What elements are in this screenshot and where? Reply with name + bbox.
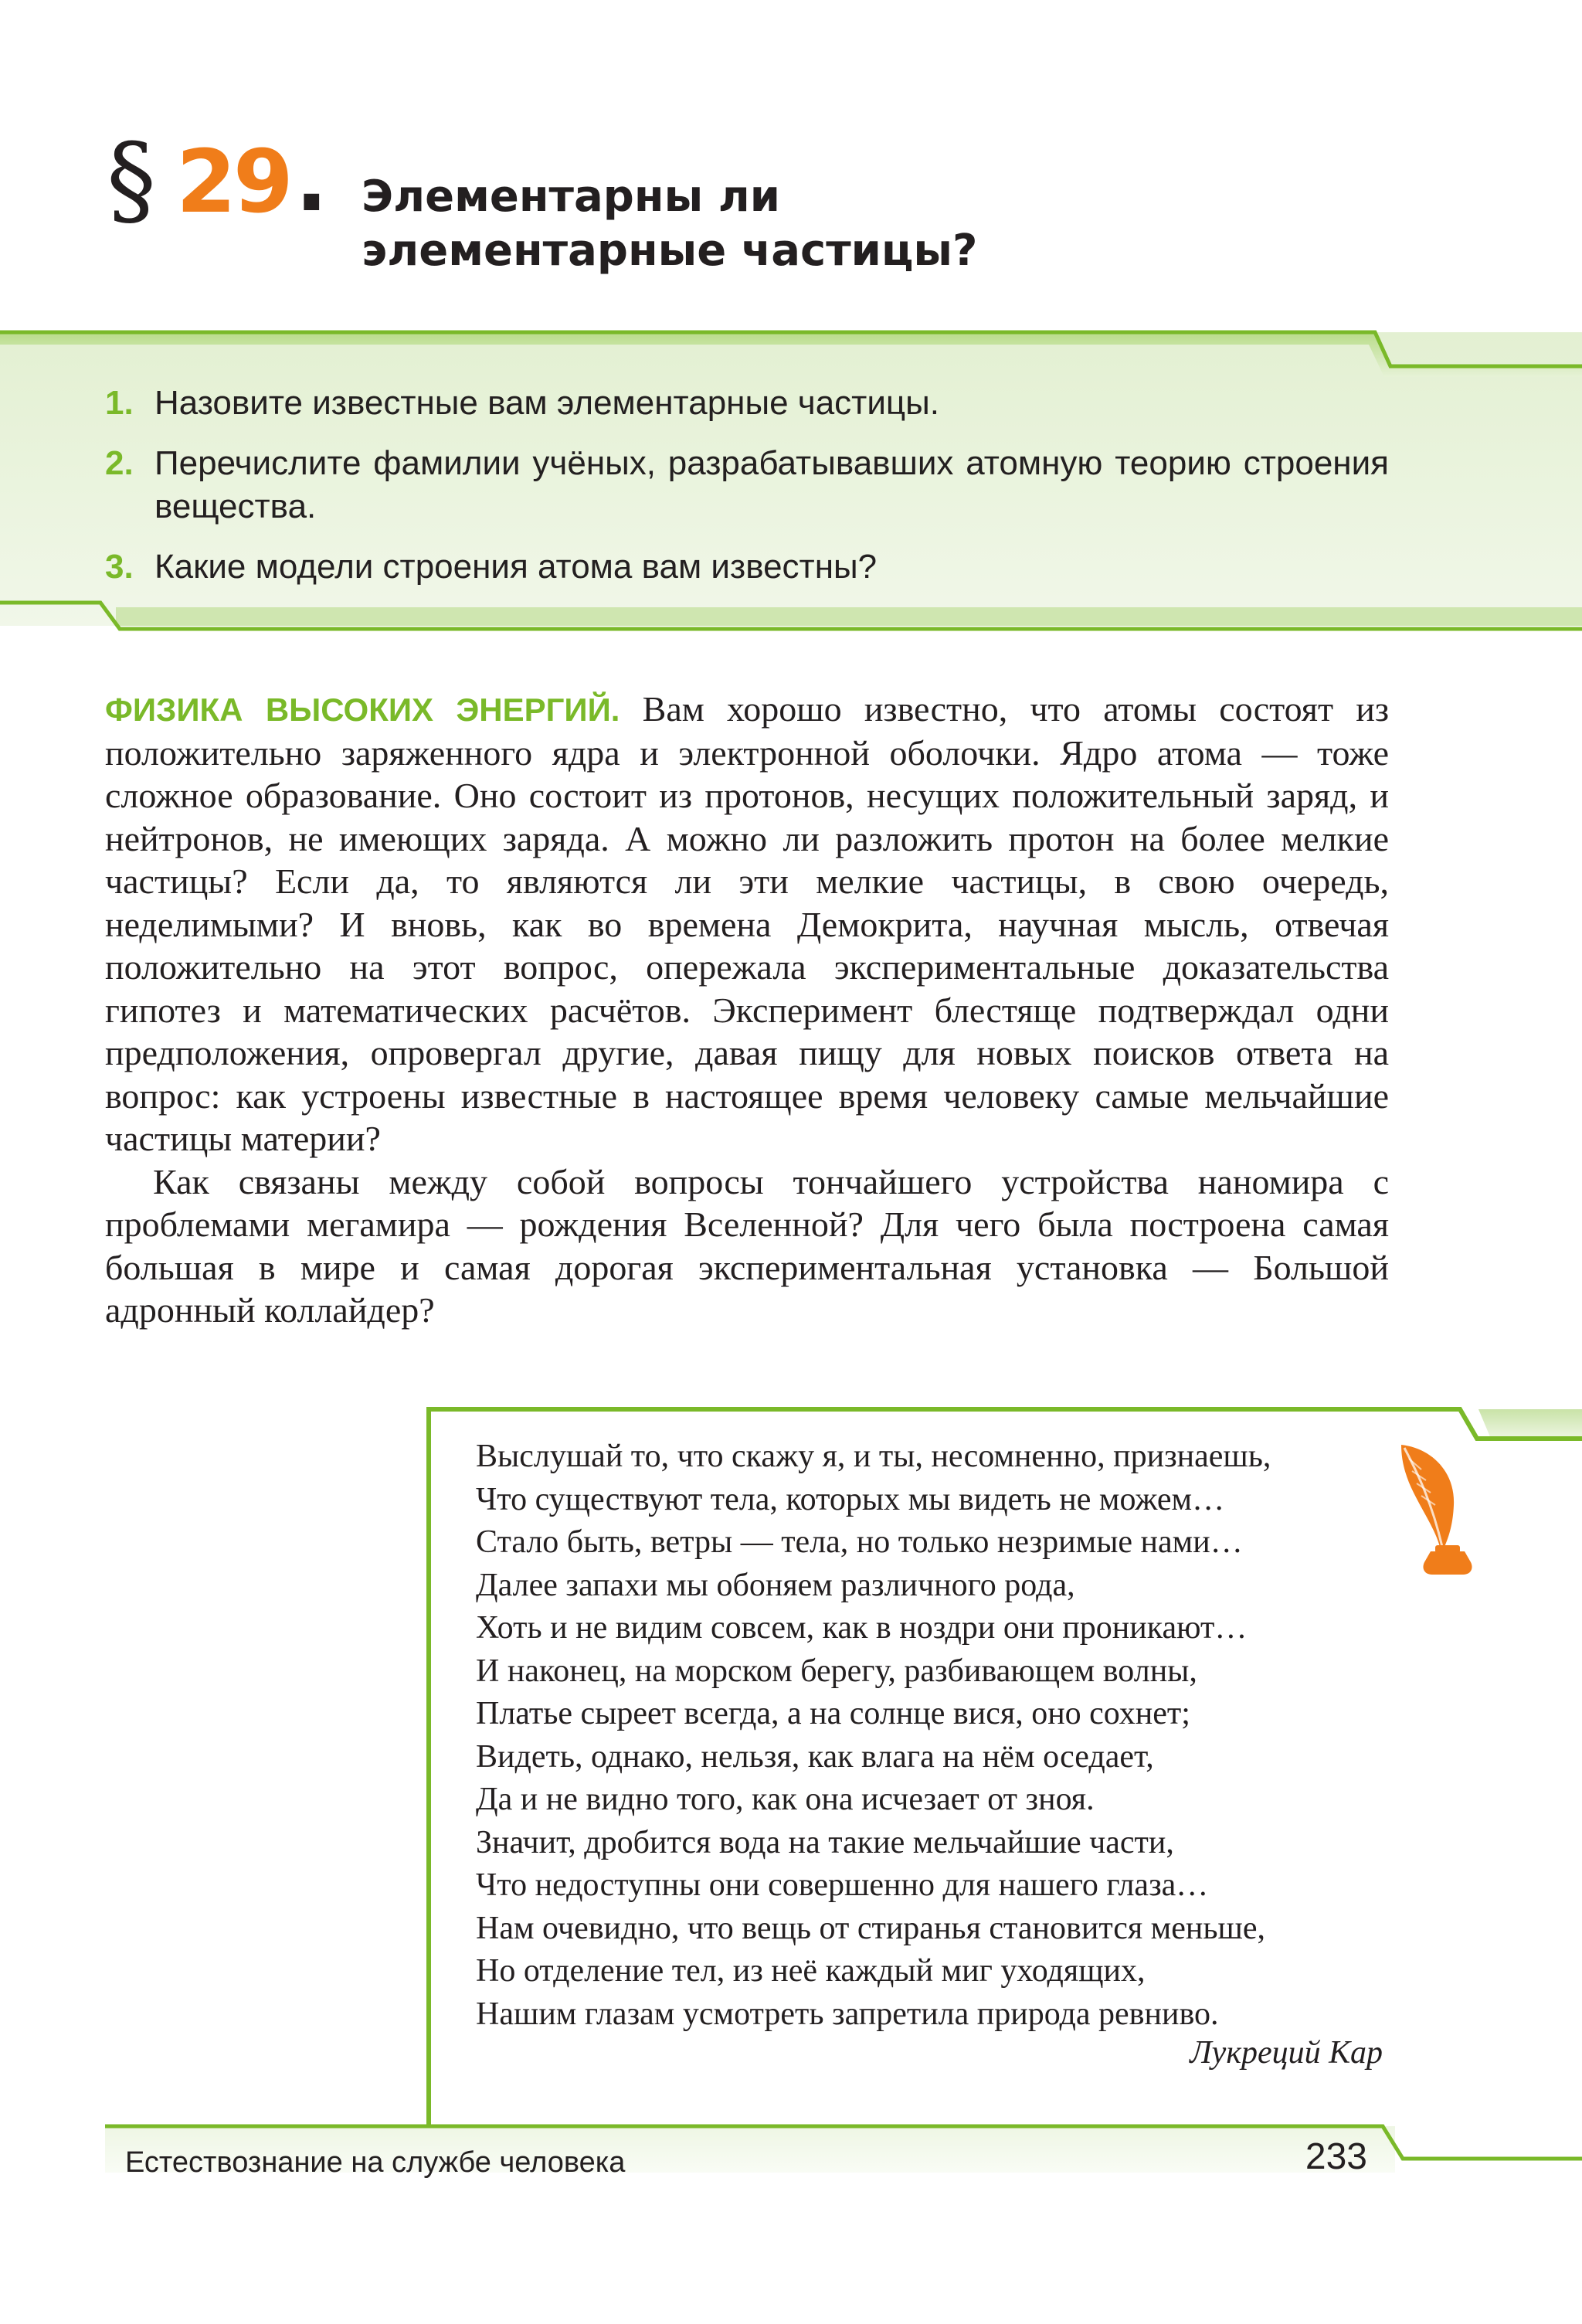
poem-line: Что недоступны они совершенно для нашего глаза… [476, 1867, 1209, 1903]
quill-inkwell-icon [1390, 1439, 1491, 1578]
section-number: 29 [176, 132, 290, 233]
question-number: 3. [105, 548, 134, 586]
section-title-line-2: элементарные частицы? [362, 226, 978, 276]
questions-list [105, 382, 1389, 606]
poem-line: Платье сыреет всегда, а на солнце вися, оно сохнет; [476, 1696, 1190, 1731]
paragraph-lead-heading: ФИЗИКА ВЫСОКИХ ЭНЕРГИЙ. [105, 691, 620, 728]
quote-box-top-strip [1478, 1409, 1582, 1439]
section-title-line-1: Элементарны ли [362, 172, 780, 222]
main-text [105, 688, 1389, 1332]
question-item [105, 545, 1389, 589]
poem-line: Нашим глазам усмотреть запретила природа ревниво. [476, 1996, 1219, 2032]
poem-line: Хоть и не видим совсем, как в ноздри они проникают… [476, 1610, 1248, 1646]
poem-line: Стало быть, ветры — тела, но только незримые нами… [476, 1524, 1243, 1560]
question-text: Перечислите фамилии учёных, разрабатывавших атомную теорию строения вещества. [154, 444, 1389, 525]
paragraph-2: Как связаны между собой вопросы тончайшего устройства наномира с проблемами мегамира — рождения Вселенной? Для чего была построена самая большая в мире и самая дорогая экспериментальная установка — Большой адронный коллайдер? [105, 1161, 1389, 1330]
question-text: Назовите известные вам элементарные частицы. [154, 384, 939, 422]
question-item [105, 382, 1389, 425]
section-title [362, 170, 978, 278]
section-sign: § [107, 123, 156, 238]
poem-line: Но отделение тел, из неё каждый миг уходящих, [476, 1953, 1146, 1989]
questions-band-bottom-strip [116, 607, 1582, 626]
poem-line: Выслушай то, что скажу я, и ты, несомненно, признаешь, [476, 1439, 1271, 1474]
poem-line: Да и не видно того, как она исчезает от зноя. [476, 1782, 1095, 1817]
poem-line: Значит, дробится вода на такие мельчайшие части, [476, 1824, 1174, 1860]
question-number: 1. [105, 384, 134, 422]
poem-quote [476, 1436, 1271, 2036]
quote-author: Лукреций Кар [1190, 2035, 1383, 2071]
poem-line: Далее запахи мы обоняем различного рода, [476, 1567, 1075, 1603]
question-text: Какие модели строения атома вам известны? [154, 548, 878, 586]
poem-line: Нам очевидно, что вещь от стиранья становится меньше, [476, 1910, 1265, 1946]
paragraph-1-text: Вам хорошо известно, что атомы состоят из положительно заряженного ядра и электронной оболочки. Ядро атома — тоже сложное образование. Оно состоит из протонов, несущих положительный заряд, и нейтронов, не имеющих заряда. А можно ли разложить протон на более мелкие частицы? Если да, то являются ли эти мелкие частицы, в свою очередь, неделимыми? И вновь, как во времена Демокрита, научная мысль, отвечая положительно на этот вопрос, опережала экспериментальные доказательства гипотез и математических расчётов. Эксперимент блестяще подтверждал одни предположения, опровергал другие, давая пищу для новых поисков ответа на вопрос: как устроены известные в настоящее время человеку самые мельчайшие частицы материи? [105, 689, 1390, 1158]
footer-book-title: Естествознание на службе человека [125, 2146, 626, 2179]
paragraph-1 [105, 688, 1389, 1160]
poem-line: Видеть, однако, нельзя, как влага на нём оседает, [476, 1738, 1154, 1775]
section-number-dot: . [295, 131, 328, 231]
poem-line: И наконец, на морском берегу, разбивающем волны, [476, 1653, 1197, 1689]
page-number: 233 [1305, 2136, 1367, 2177]
question-item [105, 442, 1389, 528]
question-number: 2. [105, 444, 134, 482]
poem-line: Что существуют тела, которых мы видеть не можем… [476, 1481, 1225, 1517]
